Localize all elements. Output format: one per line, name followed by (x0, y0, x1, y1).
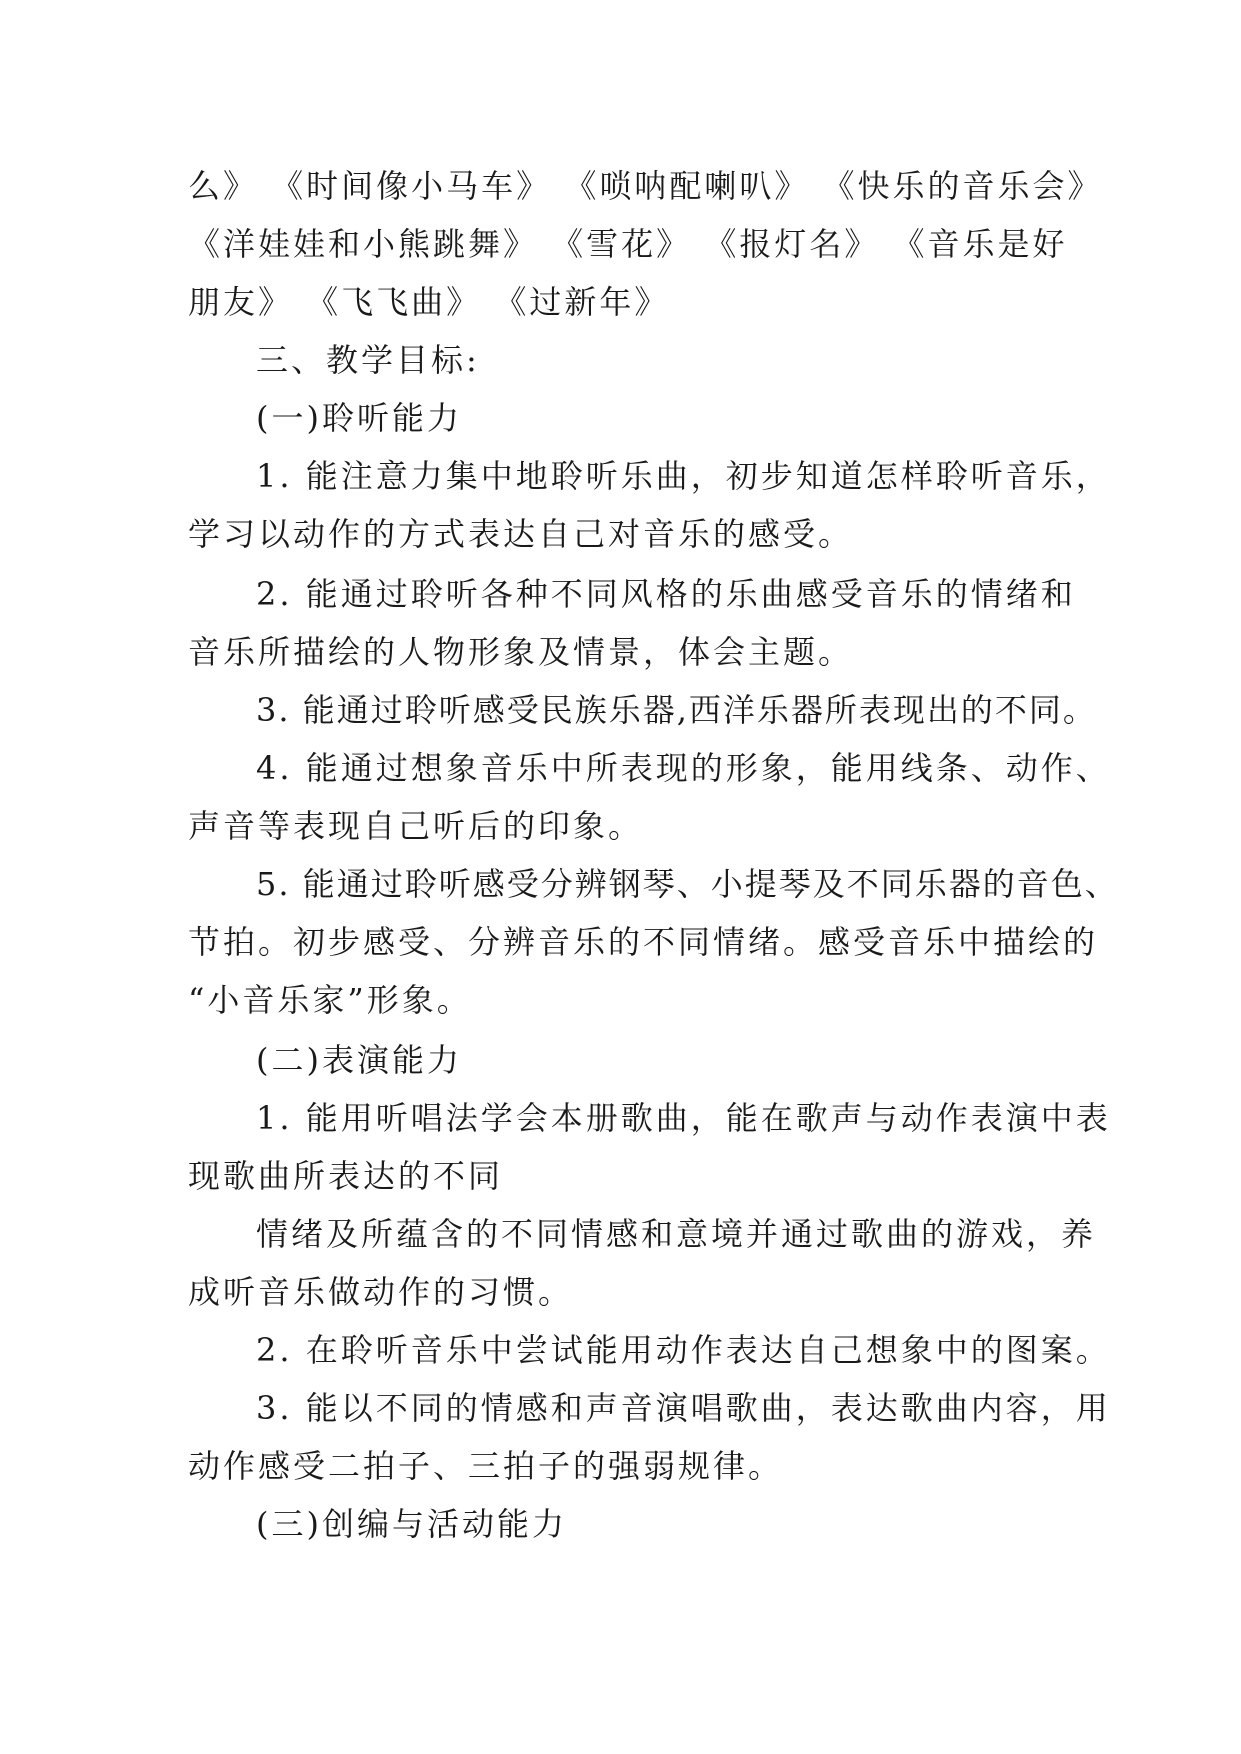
paragraph-perf-continuation-line-1: 情绪及所蕴含的不同情感和意境并通过歌曲的游戏，养 (256, 1215, 1097, 1253)
paragraph-item-1-line-2: 学习以动作的方式表达自己对音乐的感受。 (188, 515, 854, 553)
paragraph-item-5-line-1: 5. 能通过聆听感受分辨钢琴、小提琴及不同乐器的音色、 (256, 865, 1119, 903)
paragraph-perf-item-1-line-2: 现歌曲所表达的不同 (188, 1157, 504, 1195)
paragraph-perf-continuation-line-2: 成听音乐做动作的习惯。 (188, 1273, 574, 1311)
text-line-song-titles-1: 么》 《时间像小马车》 《唢呐配喇叭》 《快乐的音乐会》 (188, 167, 1103, 205)
paragraph-perf-item-1-line-1: 1. 能用听唱法学会本册歌曲，能在歌声与动作表演中表 (256, 1099, 1111, 1137)
text-line-song-titles-2: 《洋娃娃和小熊跳舞》 《雪花》 《报灯名》 《音乐是好 (188, 225, 1068, 263)
subheading-performance-ability: (二)表演能力 (256, 1041, 462, 1079)
paragraph-item-5-line-2: 节拍。初步感受、分辨音乐的不同情绪。感受音乐中描绘的 (188, 923, 1099, 961)
text-line-song-titles-3: 朋友》 《飞飞曲》 《过新年》 (188, 283, 670, 321)
paragraph-item-2-line-2: 音乐所描绘的人物形象及情景，体会主题。 (188, 633, 854, 671)
paragraph-item-4-line-1: 4. 能通过想象音乐中所表现的形象，能用线条、动作、 (256, 749, 1111, 787)
subheading-listening-ability: (一)聆听能力 (256, 399, 462, 437)
paragraph-item-3: 3. 能通过聆听感受民族乐器,西洋乐器所表现出的不同。 (256, 691, 1097, 729)
paragraph-item-4-line-2: 声音等表现自己听后的印象。 (188, 807, 644, 845)
subheading-creative-activity-ability: (三)创编与活动能力 (256, 1505, 567, 1543)
paragraph-perf-item-2: 2. 在聆听音乐中尝试能用动作表达自己想象中的图案。 (256, 1331, 1111, 1369)
paragraph-perf-item-3-line-1: 3. 能以不同的情感和声音演唱歌曲，表达歌曲内容，用 (256, 1389, 1111, 1427)
paragraph-item-5-line-3: “小音乐家”形象。 (188, 981, 472, 1019)
section-heading-teaching-goals: 三、教学目标: (256, 341, 480, 379)
paragraph-perf-item-3-line-2: 动作感受二拍子、三拍子的强弱规律。 (188, 1447, 784, 1485)
paragraph-item-2-line-1: 2. 能通过聆听各种不同风格的乐曲感受音乐的情绪和 (256, 575, 1076, 613)
paragraph-item-1-line-1: 1. 能注意力集中地聆听乐曲，初步知道怎样聆听音乐， (256, 457, 1111, 495)
